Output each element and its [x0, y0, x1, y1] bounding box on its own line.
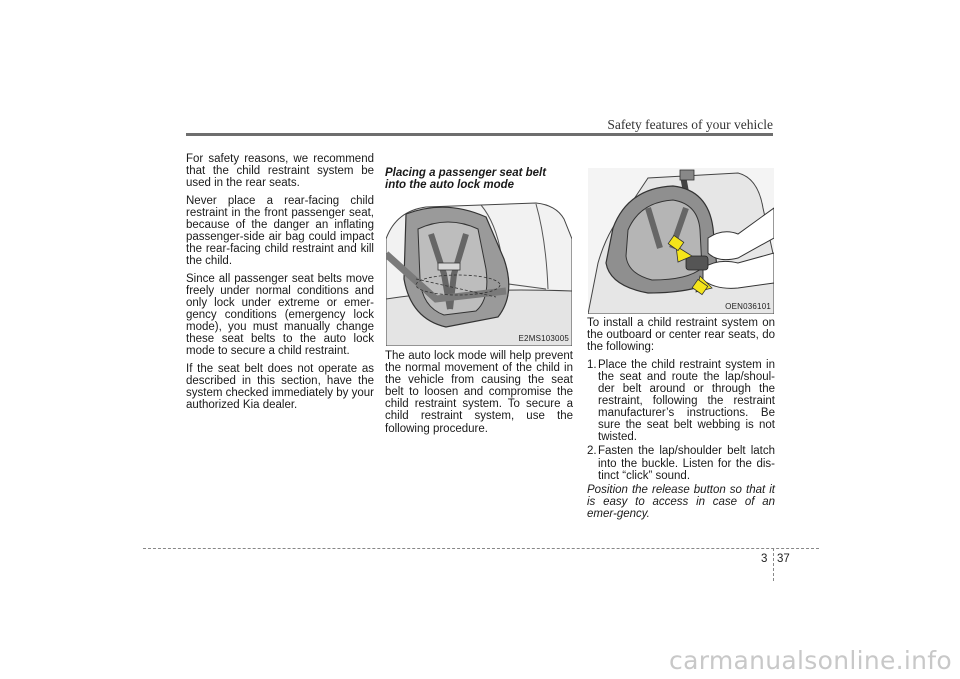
paragraph: Never place a rear-facing child restraint in the front passenger seat, because of the danger an inflating passenger-side air bag could impact the rear-facing child restraint and kill the child.: [186, 194, 374, 268]
figure-code: OEN036101: [725, 302, 771, 311]
step-number: 1.: [587, 358, 597, 371]
step-number: 2.: [587, 445, 597, 458]
step-text: Place the child restraint system in the seat and route the lap/shoul-der belt around or through the restraint, following the restraint manufacturer’s instructions. Be sure the seat belt webbing is not twisted.: [598, 358, 775, 444]
column-3: [587, 317, 775, 526]
buckle-illustration: [588, 168, 774, 314]
subheading-line: Placing a passenger seat belt: [385, 167, 547, 179]
paragraph: Since all passenger seat belts move freely under normal conditions and only lock under extreme or emer-gency conditions (emergency lock mode), you must manually change these seat belts to the auto lock mode to secure a child restraint.: [186, 272, 374, 358]
paragraph: To install a child restraint system on the outboard or center rear seats, do the following:: [587, 317, 775, 354]
page-number: 37: [777, 553, 790, 565]
figure-code: E2MS103005: [518, 334, 569, 343]
footer-rule: [143, 548, 819, 549]
steps-list: [587, 359, 775, 482]
list-item: [587, 359, 775, 444]
header-rule: [186, 133, 773, 136]
page-number-divider: [773, 548, 774, 581]
buckle-fastening-figure: [588, 168, 774, 314]
paragraph: The auto lock mode will help prevent the normal movement of the child in the vehicle from causing the seat belt to loosen and compromise the child restraint system. To secure a child restraint system, use the following procedure.: [385, 350, 573, 435]
note: Position the release button so that it is easy to access in case of an emer-gency.: [587, 483, 775, 520]
paragraph: For safety reasons, we recommend that the child restraint system be used in the rear seats.: [186, 153, 374, 190]
watermark: carmanualsonline.info: [669, 646, 952, 675]
rear-seat-child-restraint-figure: [386, 199, 572, 346]
page-header-title: Safety features of your vehicle: [607, 117, 773, 132]
chapter-number: 3: [761, 553, 768, 565]
rear-seat-illustration: [386, 199, 572, 346]
column-2: [385, 350, 573, 440]
subheading-line: into the auto lock mode: [385, 179, 515, 192]
column-1: [186, 153, 374, 417]
step-text: Fasten the lap/shoulder belt latch into the buckle. Listen for the dis-tinct “click” sound.: [598, 445, 775, 482]
section-subheading: [385, 167, 575, 191]
list-item: [587, 445, 775, 481]
paragraph: If the seat belt does not operate as described in this section, have the system checked immediately by your authorized Kia dealer.: [186, 363, 374, 412]
